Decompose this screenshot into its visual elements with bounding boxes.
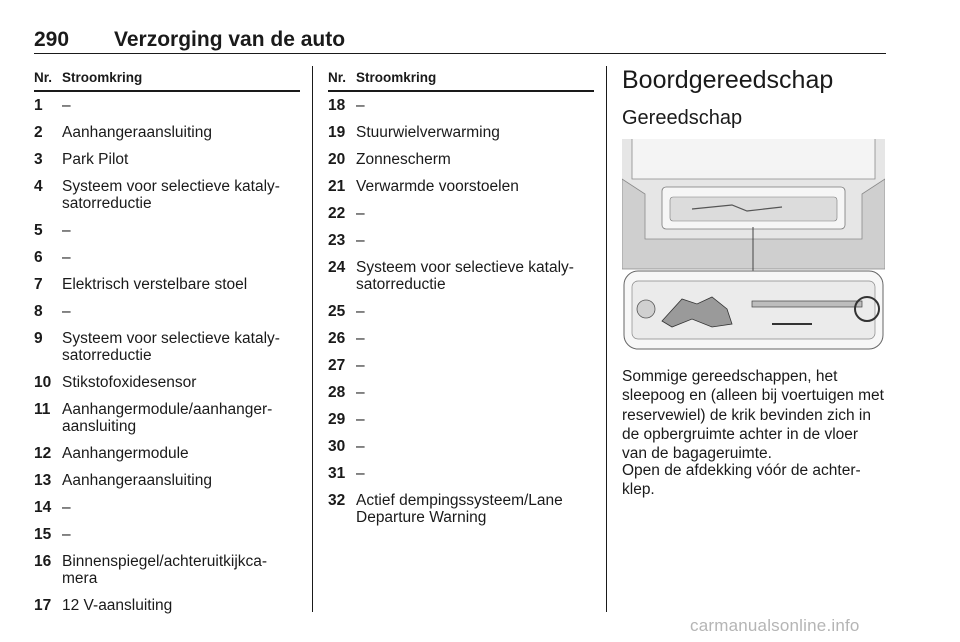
circuit-name: –: [356, 465, 365, 482]
towing-eye-shaft: [752, 301, 862, 307]
circuit-name: –: [62, 526, 71, 543]
fuse-number: 9: [34, 330, 43, 347]
table-row: [328, 433, 594, 460]
circuit-name: –: [62, 222, 71, 239]
circuit-name: –: [356, 303, 365, 320]
circuit-name: Systeem voor selectieve kataly- satorreductie: [62, 178, 280, 212]
fuse-number: 4: [34, 178, 43, 195]
table-body-left: [34, 92, 300, 619]
fuse-number: 3: [34, 151, 43, 168]
page-header: [34, 22, 886, 54]
circuit-name: –: [356, 438, 365, 455]
circuit-name: –: [356, 330, 365, 347]
col-nr-header: Nr.: [34, 70, 53, 85]
circuit-name: Aanhangeraansluiting: [62, 124, 212, 141]
wheel-wrench-end: [637, 300, 655, 318]
table-row: [34, 592, 300, 619]
fuse-number: 22: [328, 205, 346, 222]
section-subheading: Gereedschap: [622, 107, 743, 129]
table-row: [328, 227, 594, 254]
fuse-number: 2: [34, 124, 43, 141]
table-row: [328, 325, 594, 352]
circuit-name: Aanhangermodule: [62, 445, 189, 462]
circuit-name: –: [62, 499, 71, 516]
circuit-name: –: [62, 303, 71, 320]
circuit-name: Park Pilot: [62, 151, 129, 168]
table-row: [34, 548, 300, 592]
fuse-number: 18: [328, 97, 346, 114]
table-row: [328, 254, 594, 298]
fuse-number: 24: [328, 259, 346, 276]
table-row: [328, 92, 594, 119]
fuse-number: 5: [34, 222, 43, 239]
circuit-name: Stikstofoxidesensor: [62, 374, 197, 391]
circuit-name: –: [62, 97, 71, 114]
fuse-number: 26: [328, 330, 346, 347]
table-row: [34, 298, 300, 325]
table-row: [34, 467, 300, 494]
table-row: [328, 173, 594, 200]
fuse-number: 30: [328, 438, 346, 455]
table-body-right: [328, 92, 594, 531]
circuit-name: Elektrisch verstelbare stoel: [62, 276, 248, 293]
page-number: 290: [34, 28, 70, 51]
fuse-number: 23: [328, 232, 346, 249]
circuit-name: –: [62, 249, 71, 266]
section-heading: Boordgereedschap: [622, 66, 834, 94]
fuse-number: 15: [34, 526, 52, 543]
fuse-number: 19: [328, 124, 346, 141]
fuse-number: 8: [34, 303, 43, 320]
circuit-name: –: [356, 205, 365, 222]
table-row: [328, 487, 594, 531]
fuse-number: 11: [34, 401, 51, 418]
table-row: [34, 494, 300, 521]
table-row: [34, 217, 300, 244]
fuse-number: 14: [34, 499, 52, 516]
circuit-name: Systeem voor selectieve kataly- satorreductie: [356, 259, 574, 293]
table-row: [34, 369, 300, 396]
circuit-name: Actief dempingssysteem/Lane Departure Warning: [356, 492, 563, 526]
col-circuit-header: Stroomkring: [356, 70, 437, 85]
circuit-name: Stuurwielverwarming: [356, 124, 500, 141]
fuse-number: 21: [328, 178, 346, 195]
circuit-name: Zonnescherm: [356, 151, 451, 168]
fuse-number: 10: [34, 374, 52, 391]
fuse-number: 17: [34, 597, 52, 614]
paragraph-tools-location: Sommige gereedschappen, het sleepoog en (alleen bij voertuigen met reservewiel) de krik bevinden zich in de opbergruimte achter in de vloer van de bagageruimte.: [622, 368, 884, 463]
fuse-table-left: [34, 68, 300, 619]
fuse-number: 20: [328, 151, 346, 168]
table-row: [34, 271, 300, 298]
circuit-name: 12 V-aansluiting: [62, 597, 173, 614]
circuit-name: Binnenspiegel/achteruitkijkca- mera: [62, 553, 268, 587]
circuit-name: –: [356, 232, 365, 249]
page-title: Verzorging van de auto: [114, 28, 346, 51]
table-row: [328, 379, 594, 406]
fuse-number: 7: [34, 276, 43, 293]
fuse-number: 16: [34, 553, 52, 570]
table-row: [328, 460, 594, 487]
circuit-name: Systeem voor selectieve kataly- satorreductie: [62, 330, 280, 364]
col-nr-header: Nr.: [328, 70, 347, 85]
table-row: [34, 521, 300, 548]
fuse-number: 12: [34, 445, 52, 462]
fuse-number: 1: [34, 97, 43, 114]
table-row: [34, 440, 300, 467]
fuse-number: 28: [328, 384, 346, 401]
table-row: [34, 119, 300, 146]
table-row: [34, 92, 300, 119]
fuse-number: 27: [328, 357, 346, 374]
fuse-table-right: [328, 68, 594, 531]
tool-storage-illustration: [622, 139, 885, 352]
column-divider-1: [312, 66, 313, 612]
watermark-text: carmanualsonline.info: [690, 616, 860, 635]
fuse-number: 25: [328, 303, 346, 320]
paragraph-open-cover: Open de afdekking vóór de achter-klep.: [622, 462, 861, 499]
fuse-number: 31: [328, 465, 346, 482]
circuit-name: –: [356, 357, 365, 374]
fuse-number: 13: [34, 472, 52, 489]
circuit-name: Aanhangermodule/aanhanger- aansluiting: [62, 401, 273, 435]
table-row: [34, 173, 300, 217]
circuit-name: –: [356, 411, 365, 428]
fuse-number: 6: [34, 249, 43, 266]
column-divider-2: [606, 66, 607, 612]
table-row: [328, 298, 594, 325]
table-row: [34, 244, 300, 271]
table-row: [34, 396, 300, 440]
col-circuit-header: Stroomkring: [62, 70, 143, 85]
tool-tray: [632, 281, 875, 339]
table-row: [328, 119, 594, 146]
circuit-name: Aanhangeraansluiting: [62, 472, 212, 489]
circuit-name: –: [356, 384, 365, 401]
fuse-number: 29: [328, 411, 346, 428]
table-header: [328, 68, 594, 92]
table-row: [34, 325, 300, 369]
circuit-name: Verwarmde voorstoelen: [356, 178, 519, 195]
table-row: [328, 146, 594, 173]
table-row: [34, 146, 300, 173]
cargo-floor-lid: [632, 139, 875, 179]
circuit-name: –: [356, 97, 365, 114]
table-row: [328, 352, 594, 379]
fuse-number: 32: [328, 492, 346, 509]
table-row: [328, 406, 594, 433]
table-header: [34, 68, 300, 92]
table-row: [328, 200, 594, 227]
